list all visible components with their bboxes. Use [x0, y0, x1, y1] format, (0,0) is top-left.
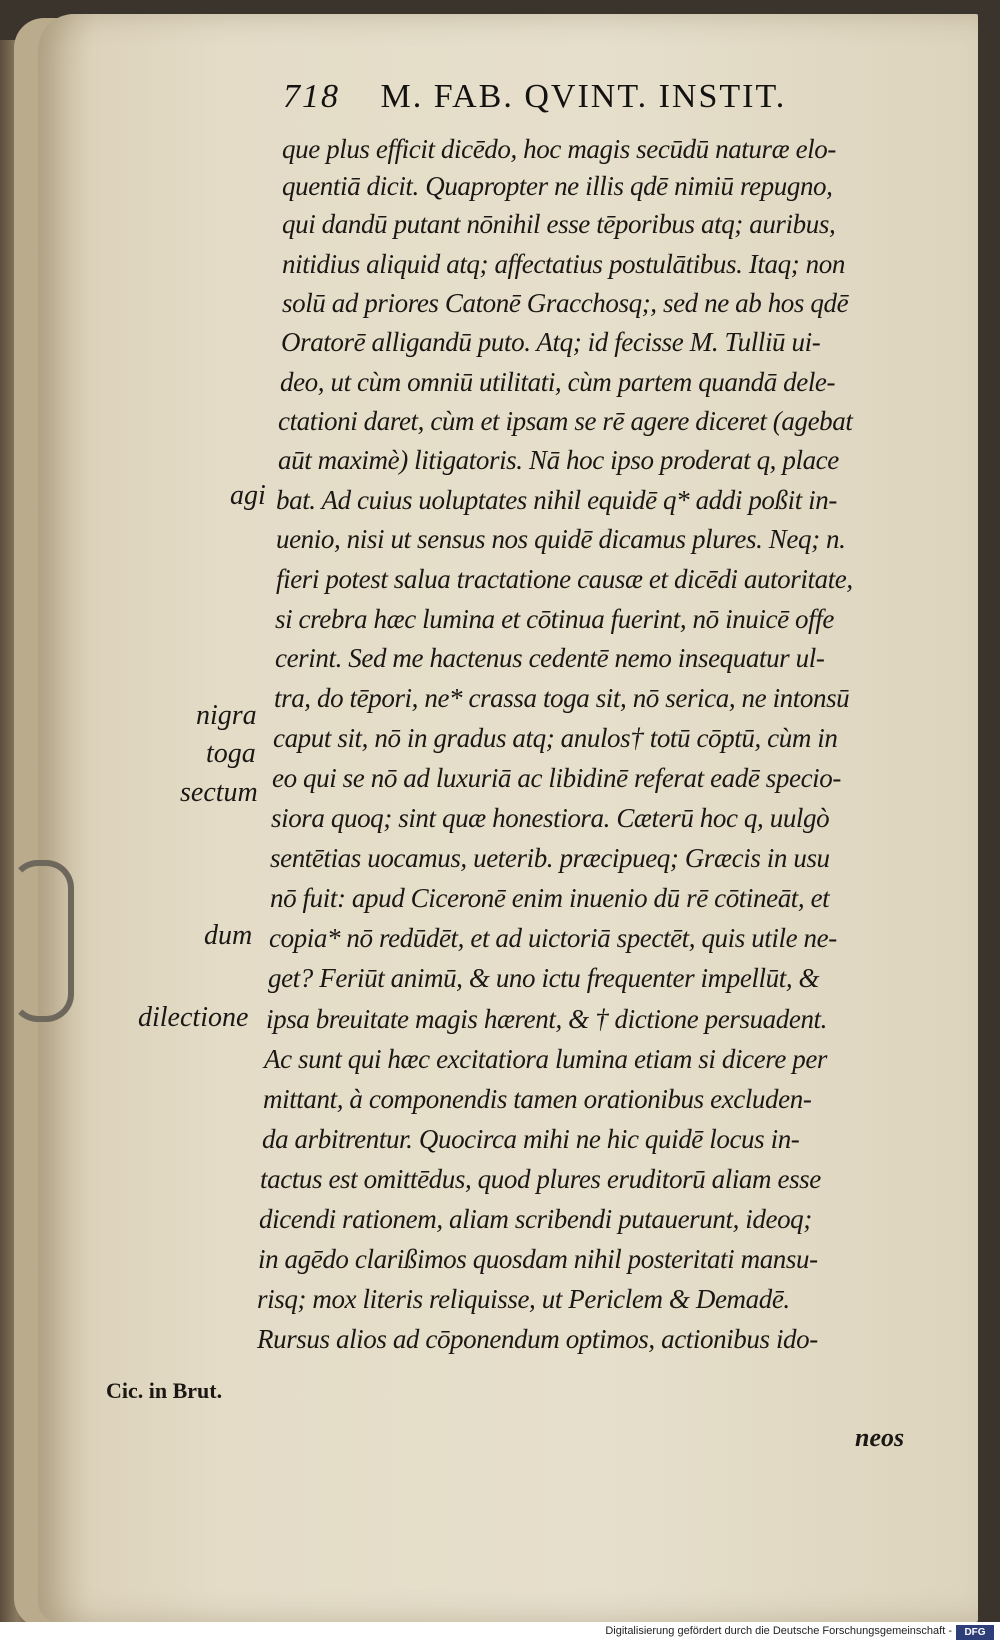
- text-line: aūt maximè) litigatoris. Nā hoc ipso proderat q, place: [278, 445, 839, 475]
- text-line: tactus est omittēdus, quod plures eruditorū aliam esse: [260, 1164, 821, 1194]
- text-line: qui dandū putant nōnihil esse tēporibus atq; auribus,: [282, 209, 836, 239]
- text-line: caput sit, nō in gradus atq; anulos† totū cōptū, cùm in: [273, 723, 838, 753]
- footer-bar: [0, 1622, 1000, 1644]
- text-line: fieri potest salua tractatione causæ et dicēdi autoritate,: [276, 564, 853, 594]
- text-line: cerint. Sed me hactenus cedentē nemo insequatur ul-: [275, 643, 825, 673]
- text-line: risq; mox literis reliquisse, ut Periclem & Demadē.: [257, 1284, 790, 1314]
- text-line: Rursus alios ad cōponendum optimos, actionibus ido-: [257, 1324, 818, 1354]
- text-line: solū ad priores Catonē Gracchosq;, sed ne ab hos qdē: [282, 288, 849, 318]
- text-line: dicendi rationem, aliam scribendi putauerunt, ideoq;: [259, 1204, 812, 1234]
- text-line: copia* nō redūdēt, et ad uictoriā spectēt, quis utile ne-: [269, 923, 837, 953]
- cross-reference: Cic. in Brut.: [106, 1378, 223, 1403]
- text-line: deo, ut cùm omniū utilitati, cùm partem quandā dele-: [280, 367, 836, 397]
- text-line: sentētias uocamus, ueterib. præcipueq; Græcis in usu: [270, 843, 830, 873]
- margin-note-dilectione: dilectione: [138, 1002, 249, 1033]
- text-line: eo qui se nō ad luxuriā ac libidinē referat eadē specio-: [272, 763, 841, 793]
- margin-note-toga: toga: [206, 738, 256, 769]
- text-line: Ac sunt qui hæc excitatiora lumina etiam si dicere per: [264, 1044, 828, 1074]
- text-line: tra, do tēpori, ne* crassa toga sit, nō serica, ne intonsū: [274, 683, 850, 713]
- text-line: uenio, nisi ut sensus nos quidē dicamus plures. Neq; n.: [276, 524, 846, 554]
- margin-note-nigra: nigra: [196, 700, 257, 731]
- text-line: get? Feriūt animū, & uno ictu frequenter impellūt, &: [268, 963, 820, 993]
- page-clip: [10, 860, 74, 1022]
- dfg-logo: DFG: [956, 1625, 994, 1640]
- text-line: Oratorē alligandū puto. Atq; id fecisse M. Tulliū ui-: [281, 327, 821, 357]
- text-line: ipsa breuitate magis hærent, & † dictione persuadent.: [266, 1004, 828, 1034]
- text-line: siora quoq; sint quæ honestiora. Cæterū hoc q, uulgò: [271, 803, 830, 833]
- margin-note-sectum: sectum: [180, 777, 258, 808]
- margin-note-dum: dum: [204, 920, 253, 951]
- text-line: que plus efficit dicēdo, hoc magis secūdū naturæ elo-: [282, 134, 836, 164]
- text-line: bat. Ad cuius uoluptates nihil equidē q* addi poßit in-: [276, 485, 837, 515]
- text-line: nō fuit: apud Ciceronē enim inuenio dū rē cōtineāt, et: [270, 883, 830, 913]
- text-line: nitidius aliquid atq; affectatius postulātibus. Itaq; non: [282, 249, 845, 279]
- running-title: M. FAB. QVINT. INSTIT.: [380, 78, 787, 115]
- page-number: 718: [283, 78, 340, 115]
- text-line: ctationi daret, cùm et ipsam se rē agere diceret (agebat: [278, 406, 853, 436]
- margin-note-agi: agi: [230, 480, 266, 511]
- text-line: da arbitrentur. Quocirca mihi ne hic quidē locus in-: [262, 1124, 800, 1154]
- text-line: in agēdo clarißimos quosdam nihil posteritati mansu-: [258, 1244, 818, 1274]
- footer-credit: Digitalisierung gefördert durch die Deutsche Forschungsgemeinschaft -: [605, 1625, 952, 1637]
- running-header: [283, 78, 903, 116]
- catchword: neos: [855, 1423, 905, 1452]
- text-line: si crebra hæc lumina et cōtinua fuerint, nō inuicē offe: [275, 604, 834, 634]
- text-line: mittant, à componendis tamen orationibus excluden-: [263, 1084, 812, 1114]
- text-line: quentiā dicit. Quapropter ne illis qdē nimiū repugno,: [282, 171, 833, 201]
